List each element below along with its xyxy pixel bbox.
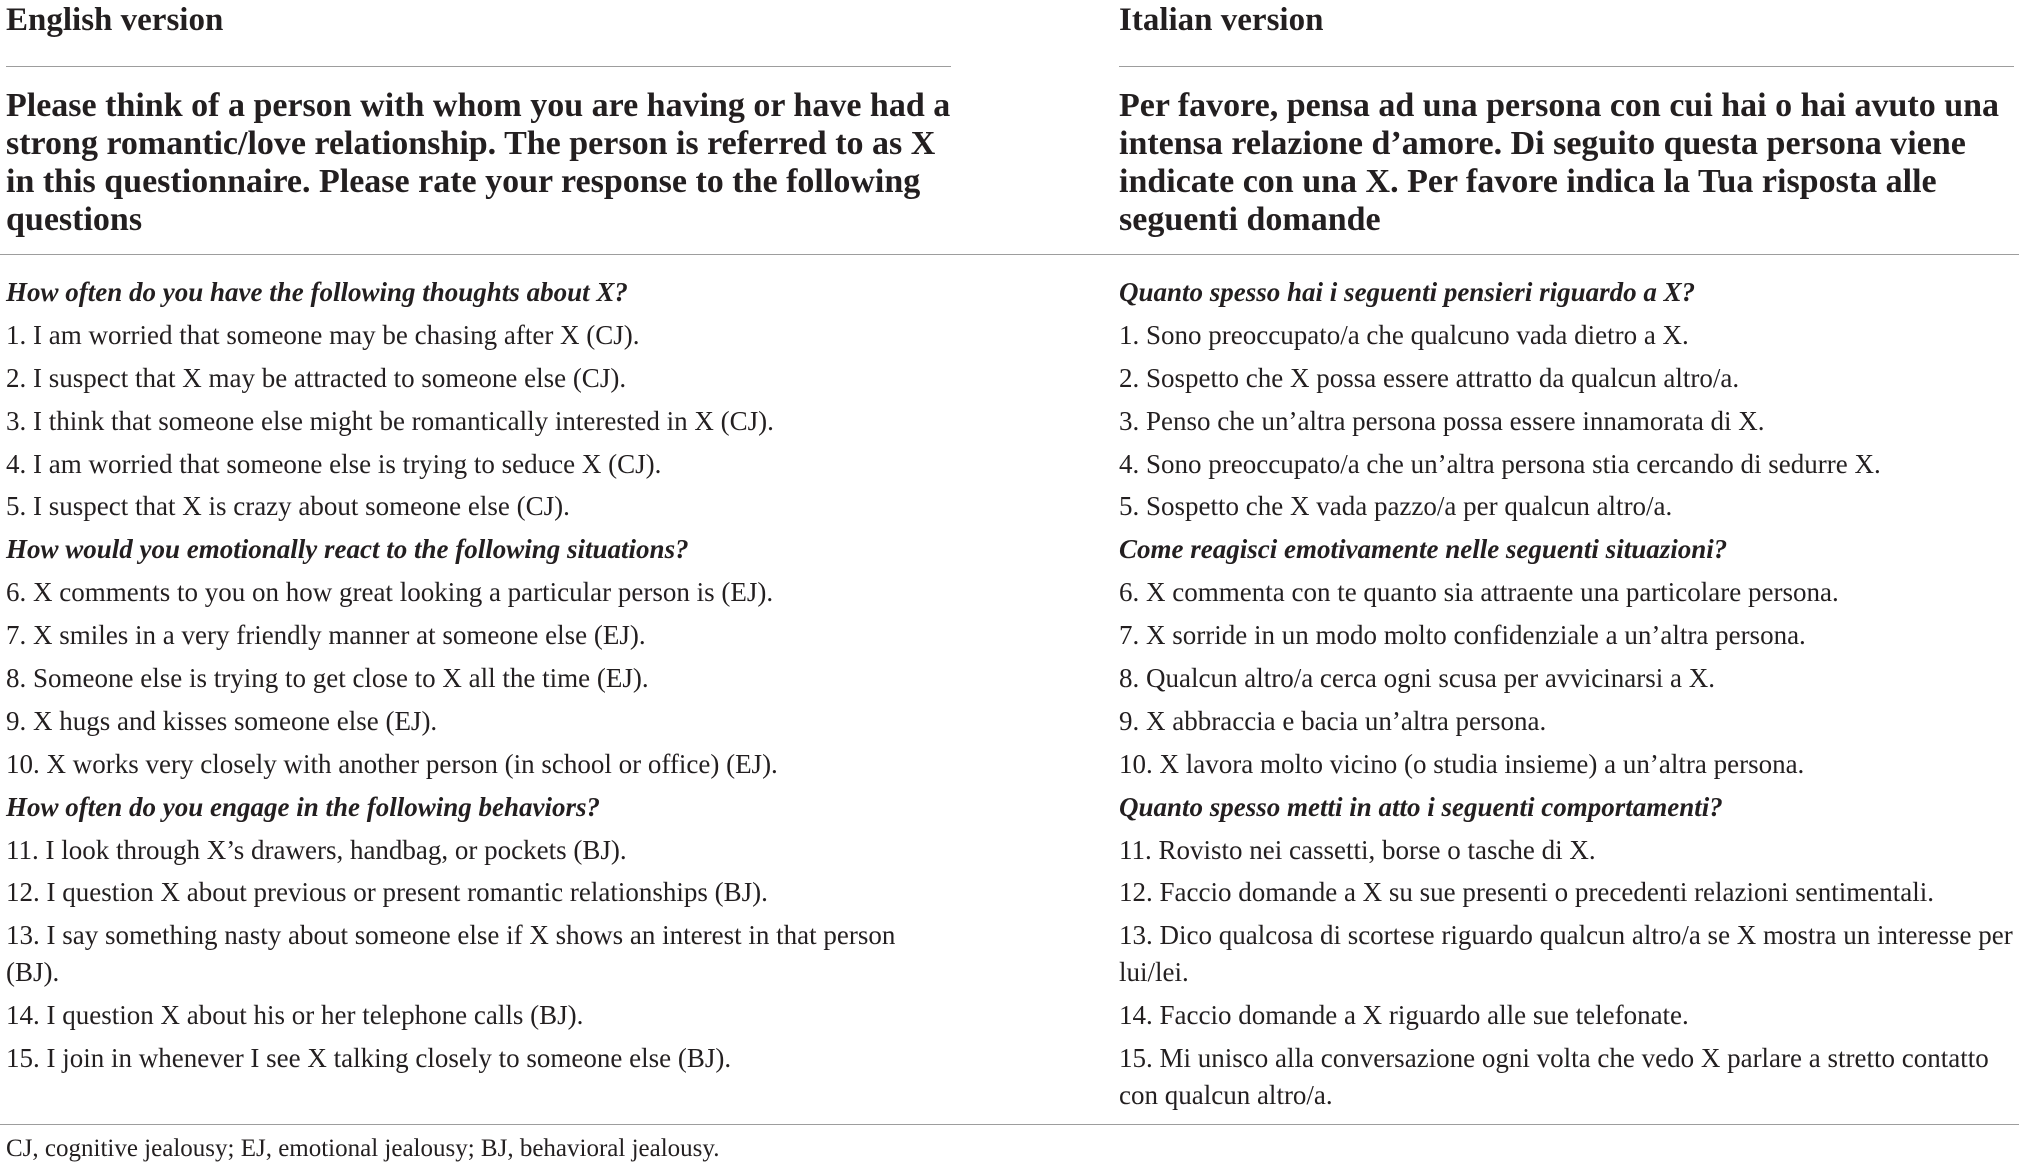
english-section-heading-emotional: How would you emotionally react to the following situations? — [6, 534, 689, 565]
english-section-heading-cognitive: How often do you have the following thoughts about X? — [6, 277, 628, 307]
english-item-13: 13. I say something nasty about someone else if X shows an interest in that person (BJ). — [6, 920, 896, 988]
italian-item-13: 13. Dico qualcosa di scortese riguardo qualcun altro/a se X mostra un interesse per lui/lei. — [1119, 920, 2013, 988]
italian-section-heading-cognitive: Quanto spesso hai i seguenti pensieri riguardo a X? — [1119, 277, 1696, 307]
italian-section-heading-emotional: Come reagisci emotivamente nelle seguenti situazioni? — [1119, 534, 1728, 565]
english-item-8: 8. Someone else is trying to get close to X all the time (EJ). — [6, 663, 649, 694]
italian-header-divider — [1119, 66, 2014, 67]
italian-column-title: Italian version — [1119, 2, 1324, 38]
italian-item-6: 6. X commenta con te quanto sia attraente una particolare persona. — [1119, 577, 1839, 608]
italian-item-8: 8. Qualcun altro/a cerca ogni scusa per avvicinarsi a X. — [1119, 663, 1716, 694]
english-instructions: Please think of a person with whom you are having or have had a strong romantic/love relationship. The person is referred to as X in this questionnaire. Please rate your response to the following questions — [6, 87, 951, 238]
italian-section-heading-behavioral: Quanto spesso metti in atto i seguenti comportamenti? — [1119, 791, 1723, 822]
italian-item-9: 9. X abbraccia e bacia un’altra persona. — [1119, 705, 1547, 736]
english-item-5: 5. I suspect that X is crazy about someone else (CJ). — [6, 491, 570, 522]
english-item-9: 9. X hugs and kisses someone else (EJ). — [6, 705, 438, 736]
italian-item-1: 1. Sono preoccupato/a che qualcuno vada dietro a X. — [1119, 319, 1689, 350]
italian-item-14: 14. Faccio domande a X riguardo alle sue telefonate. — [1119, 1000, 1689, 1031]
english-item-11: 11. I look through X’s drawers, handbag, or pockets (BJ). — [6, 834, 627, 865]
intro-divider — [0, 254, 2019, 255]
italian-item-10: 10. X lavora molto vicino (o studia insieme) a un’altra persona. — [1119, 748, 1805, 779]
english-item-7: 7. X smiles in a very friendly manner at someone else (EJ). — [6, 620, 646, 651]
english-item-1: 1. I am worried that someone may be chasing after X (CJ). — [6, 319, 640, 350]
english-item-list — [6, 274, 951, 1083]
italian-item-7: 7. X sorride in un modo molto confidenziale a un’altra persona. — [1119, 620, 1806, 651]
italian-instructions: Per favore, pensa ad una persona con cui hai o hai avuto una intensa relazione d’amore. Di seguito questa persona viene indicate con una X. Per favore indica la Tua risposta alle seguenti domande — [1119, 87, 2000, 238]
english-item-10: 10. X works very closely with another person (in school or office) (EJ). — [6, 748, 778, 779]
italian-item-12: 12. Faccio domande a X su sue presenti o precedenti relazioni sentimentali. — [1119, 877, 1934, 908]
italian-item-11: 11. Rovisto nei cassetti, borse o tasche di X. — [1119, 834, 1596, 865]
english-header-divider — [6, 66, 951, 67]
italian-item-2: 2. Sospetto che X possa essere attratto da qualcun altro/a. — [1119, 362, 1740, 393]
english-item-15: 15. I join in whenever I see X talking closely to someone else (BJ). — [6, 1043, 732, 1074]
english-item-4: 4. I am worried that someone else is trying to seduce X (CJ). — [6, 448, 662, 479]
english-item-3: 3. I think that someone else might be romantically interested in X (CJ). — [6, 405, 774, 436]
table-footnote: CJ, cognitive jealousy; EJ, emotional jealousy; BJ, behavioral jealousy. — [6, 1135, 720, 1162]
english-section-heading-behavioral: How often do you engage in the following behaviors? — [6, 791, 601, 822]
english-item-14: 14. I question X about his or her telephone calls (BJ). — [6, 1000, 584, 1031]
italian-item-5: 5. Sospetto che X vada pazzo/a per qualcun altro/a. — [1119, 491, 1673, 522]
italian-item-15: 15. Mi unisco alla conversazione ogni volta che vedo X parlare a stretto contatto con qualcun altro/a. — [1119, 1043, 1989, 1111]
table-bottom-divider — [0, 1124, 2019, 1125]
english-column-title: English version — [6, 2, 224, 38]
english-item-2: 2. I suspect that X may be attracted to someone else (CJ). — [6, 362, 627, 393]
italian-item-4: 4. Sono preoccupato/a che un’altra persona stia cercando di sedurre X. — [1119, 448, 1881, 479]
english-item-6: 6. X comments to you on how great looking a particular person is (EJ). — [6, 577, 774, 608]
italian-item-3: 3. Penso che un’altra persona possa essere innamorata di X. — [1119, 405, 1765, 436]
english-item-12: 12. I question X about previous or present romantic relationships (BJ). — [6, 877, 768, 908]
italian-item-list — [1119, 274, 2014, 1120]
